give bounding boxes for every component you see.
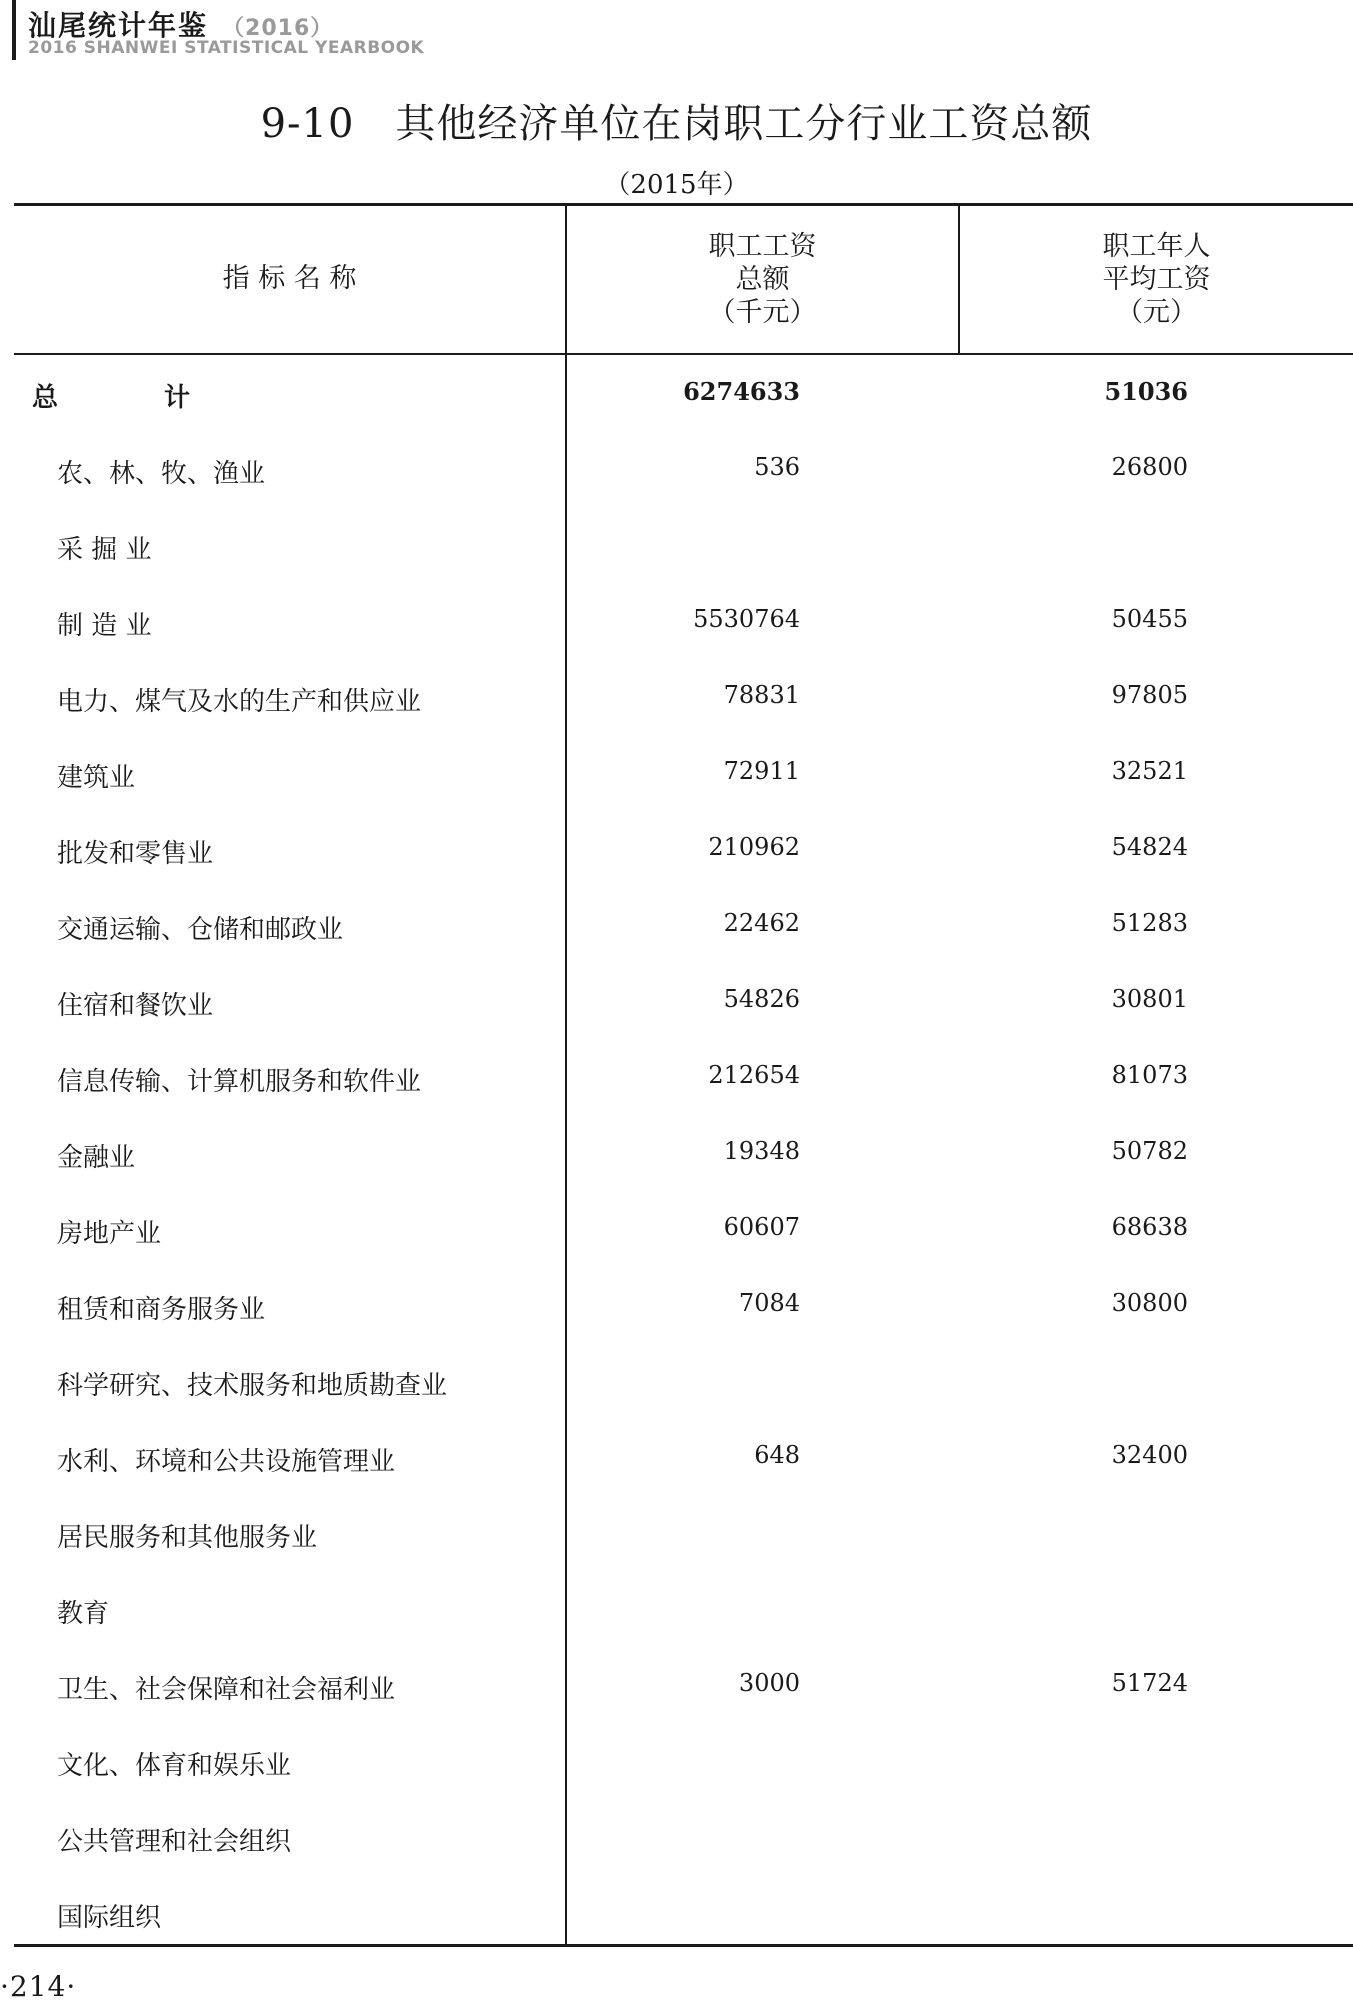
table-row xyxy=(0,833,1353,873)
column-header-avg-wage-line: 平均工资 xyxy=(1102,264,1211,295)
yearbook-title-text: 汕尾统计年鉴 xyxy=(28,9,209,42)
row-label: 水利、环境和公共设施管理业 xyxy=(57,1447,396,1477)
table-row xyxy=(0,1137,1353,1177)
table-row xyxy=(0,1213,1353,1253)
row-wage-total: 19348 xyxy=(723,1137,800,1165)
header-bottom-rule xyxy=(14,353,1353,355)
yearbook-subtitle: 2016 SHANWEI STATISTICAL YEARBOOK xyxy=(28,38,425,58)
row-label: 交通运输、仓储和邮政业 xyxy=(57,915,344,945)
row-wage-total: 536 xyxy=(754,453,800,481)
row-label: 居民服务和其他服务业 xyxy=(57,1523,318,1553)
row-label: 制 造 业 xyxy=(57,611,152,641)
row-label: 电力、煤气及水的生产和供应业 xyxy=(57,687,422,717)
table-row xyxy=(0,909,1353,949)
row-label: 公共管理和社会组织 xyxy=(57,1827,292,1857)
table-row xyxy=(0,605,1353,645)
row-wage-total: 212654 xyxy=(708,1061,800,1089)
row-label: 房地产业 xyxy=(57,1219,162,1249)
row-label: 金融业 xyxy=(57,1143,136,1173)
table-row xyxy=(0,1061,1353,1101)
column-header-wage-total xyxy=(567,230,958,329)
row-label: 批发和零售业 xyxy=(57,839,214,869)
row-wage-total: 78831 xyxy=(723,681,800,709)
row-avg-wage: 51724 xyxy=(1111,1669,1188,1697)
row-avg-wage: 50782 xyxy=(1111,1137,1188,1165)
table-row xyxy=(0,529,1353,569)
row-avg-wage: 26800 xyxy=(1111,453,1188,481)
table-row-total xyxy=(0,377,1353,417)
row-avg-wage: 97805 xyxy=(1111,681,1188,709)
page-number: ·214· xyxy=(0,1970,77,2003)
row-avg-wage: 81073 xyxy=(1111,1061,1188,1089)
row-label: 信息传输、计算机服务和软件业 xyxy=(57,1067,422,1097)
table-row xyxy=(0,1669,1353,1709)
table-row xyxy=(0,681,1353,721)
row-avg-wage: 51283 xyxy=(1111,909,1188,937)
row-wage-total: 6274633 xyxy=(683,377,800,406)
row-wage-total: 648 xyxy=(754,1441,800,1469)
column-header-avg-wage-line: （元） xyxy=(1116,297,1197,328)
row-avg-wage: 50455 xyxy=(1111,605,1188,633)
row-label: 总 计 xyxy=(32,383,231,413)
row-avg-wage: 30800 xyxy=(1111,1289,1188,1317)
table-row xyxy=(0,1897,1353,1937)
table-row xyxy=(0,1441,1353,1481)
row-wage-total: 210962 xyxy=(708,833,800,861)
row-wage-total: 3000 xyxy=(738,1669,800,1697)
row-label: 住宿和餐饮业 xyxy=(57,991,214,1021)
row-label: 教育 xyxy=(57,1599,110,1629)
table-top-rule xyxy=(14,203,1353,206)
row-wage-total: 54826 xyxy=(723,985,800,1013)
row-label: 科学研究、技术服务和地质勘查业 xyxy=(57,1371,448,1401)
row-wage-total: 22462 xyxy=(723,909,800,937)
row-wage-total: 60607 xyxy=(723,1213,800,1241)
table-title: 9-10 其他经济单位在岗职工分行业工资总额 xyxy=(260,101,1093,147)
table-row xyxy=(0,1821,1353,1861)
row-label: 国际组织 xyxy=(57,1903,162,1933)
row-label: 建筑业 xyxy=(57,763,136,793)
table-row xyxy=(0,1745,1353,1785)
column-header-avg-wage-line: 职工年人 xyxy=(1102,231,1211,262)
row-wage-total: 7084 xyxy=(738,1289,800,1317)
column-header-avg-wage xyxy=(960,230,1353,329)
table-row xyxy=(0,1365,1353,1405)
row-label: 租赁和商务服务业 xyxy=(57,1295,266,1325)
column-header-wage-total-line: 职工工资 xyxy=(708,231,817,262)
row-avg-wage: 68638 xyxy=(1111,1213,1188,1241)
row-label: 农、林、牧、渔业 xyxy=(57,459,266,489)
row-wage-total: 72911 xyxy=(723,757,800,785)
row-label: 采 掘 业 xyxy=(57,535,152,565)
header-accent-bar xyxy=(12,0,16,60)
row-wage-total: 5530764 xyxy=(693,605,800,633)
column-header-wage-total-line: （千元） xyxy=(708,297,817,328)
table-subtitle: （2015年） xyxy=(604,170,749,200)
yearbook-year: （2016） xyxy=(222,16,334,41)
column-header-wage-total-line: 总额 xyxy=(735,264,790,295)
table-row xyxy=(0,757,1353,797)
column-header-name: 指 标 名 称 xyxy=(222,263,357,294)
table-row xyxy=(0,1517,1353,1557)
row-avg-wage: 32521 xyxy=(1111,757,1188,785)
row-avg-wage: 30801 xyxy=(1111,985,1188,1013)
table-row xyxy=(0,985,1353,1025)
table-row xyxy=(0,1289,1353,1329)
row-avg-wage: 32400 xyxy=(1111,1441,1188,1469)
table-row xyxy=(0,453,1353,493)
row-avg-wage: 54824 xyxy=(1111,833,1188,861)
row-avg-wage: 51036 xyxy=(1104,377,1188,406)
row-label: 文化、体育和娱乐业 xyxy=(57,1751,292,1781)
table-row xyxy=(0,1593,1353,1633)
row-label: 卫生、社会保障和社会福利业 xyxy=(57,1675,396,1705)
table-bottom-rule xyxy=(14,1944,1353,1947)
